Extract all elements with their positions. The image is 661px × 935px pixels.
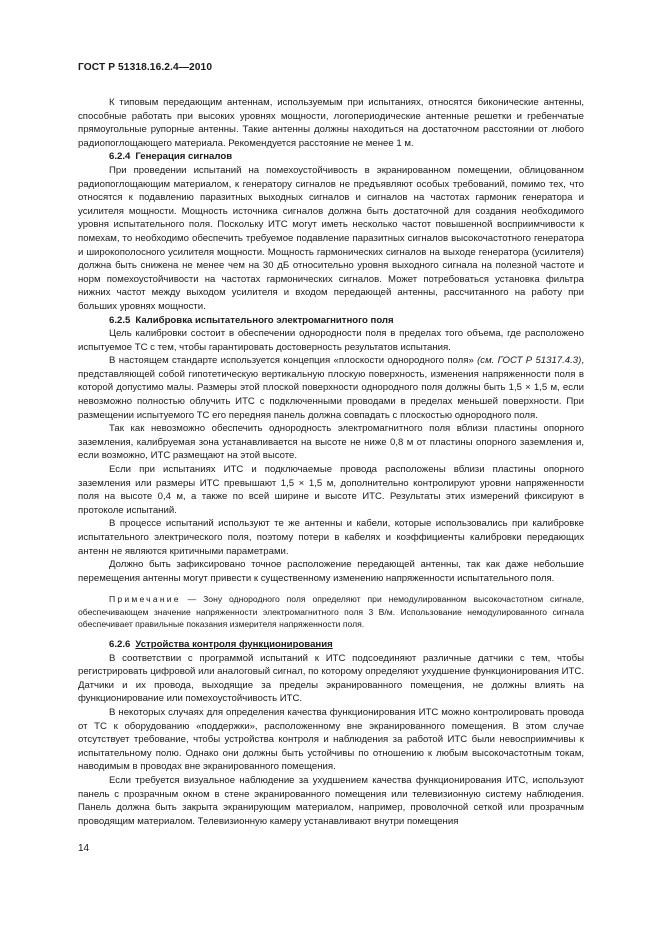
- note: [78, 593, 584, 630]
- section-6-2-4-heading: [78, 150, 584, 164]
- paragraph-extra-measurements: Если при испытаниях ИТС и подключаемые провода расположены вблизи пластины опорного заземления или размеры ИТС превышают 1,5 × 1,5 м, дополнительно контролируют уровни напряженности поля на высоте 0,4 м, а также по всей ширине и высоте ИТС. Результаты этих измерений фиксируют в протоколе испытаний.: [78, 464, 584, 516]
- section-6-2-6-heading: [78, 638, 584, 652]
- paragraph-calibration-goal: Цель калибровки состоит в обеспечении однородности поля в пределах того объема, где расположено испытуемое ТС с тем, чтобы гарантировать достоверность результатов испытания.: [78, 328, 584, 353]
- page-number: 14: [78, 843, 90, 854]
- paragraph-signal-generation: При проведении испытаний на помехоустойчивость в экранированном помещении, облицованном радиопоглощающим материалом, к генератору сигналов не предъявляют особых требований, помимо тех, что относятся к подавлению паразитных выходных сигналов и сигналов на частотах гармоник генератора и усилителя мощности. Мощность источника сигналов должна быть достаточной для создания необходимого уровня испытательного поля. Поскольку ИТС могут иметь несколько частот повышенной восприимчивости к помехам, то необходимо обеспечить требуемое подавление паразитных сигналов высокочастотного генератора и широкополосного усилителя мощности. Мощность гармонических сигналов на выходе генератора (усилителя) должна быть снижена не менее чем на 30 дБ относительно уровня выходного сигнала на полезной частоте и норм помехоустойчивости на частотах гармонических сигналов. Может потребоваться установка фильтра нижних частот между выходом усилителя и входом передающей антенны, рассчитанного на работу при больших уровнях мощности.: [78, 164, 584, 312]
- standard-reference: (см. ГОСТ Р 51317.4.3): [477, 355, 582, 367]
- section-number: 6.2.6: [109, 638, 131, 650]
- paragraph-same-antennas: В процессе испытаний используют те же антенны и кабели, которые использовались при калибровке испытательного электрического поля, поэтому потери в кабелях и коэффициенты калибровки передающих антенн не являются критичными параметрами.: [78, 518, 584, 557]
- text-run: В настоящем стандарте используется концепция «плоскости однородного поля»: [109, 355, 478, 367]
- section-title: Устройства контроля функционирования: [135, 638, 333, 650]
- text-run: , представляющей собой гипотетическую вертикальную плоскую поверхность, изменения напряженности поля в которой допустимо малы. Размеры этой плоской поверхности однородного поля должны быть 1,5 × 1,5 м, если невозможно полностью облучить ИТС с подключенными проводами в пределах меньшей поверхности. При размещении испытуемого ТС его передняя панель должна совпадать с плоскостью однородного поля.: [78, 355, 585, 421]
- section-number: 6.2.5: [109, 314, 131, 326]
- section-title: Генерация сигналов: [135, 151, 233, 163]
- note-text: — Зону однородного поля определяют при немодулированном высокочастотном сигнале, обеспечивающем значение напряженности электромагнитного поля 3 В/м. Использование немодулированного сигнала обеспечивает правильные показания измерителя напряженности поля.: [78, 594, 584, 629]
- note-label: Примечание: [109, 594, 181, 605]
- paragraph-ground-plane: Так как невозможно обеспечить однородность электромагнитного поля вблизи пластины опорного заземления, калибруемая зона устанавливается на высоте не ниже 0,8 м от пластины опорного заземления и, если возможно, ИТС размещают на этой высоте.: [78, 423, 584, 462]
- document-header: ГОСТ Р 51318.16.2.4—2010: [78, 62, 213, 73]
- paragraph-antennas: К типовым передающим антеннам, используемым при испытаниях, относятся биконические антенны, способные работать при высоких уровнях мощности, логопериодические антенные решетки и гребенчатые прямоугольные рупорные антенны. Такие антенны должны находиться на достаточном расстоянии от любого радиопоглощающего материала. Рекомендуется расстояние не менее 1 м.: [78, 97, 584, 149]
- paragraph-support-equipment: В некоторых случаях для определения качества функционирования ИТС можно контролировать провода от ТС к оборудованию «поддержки», расположенному вне экранированного помещения. В этом случае отсутствует требование, чтобы устройства контроля и наблюдения за работой ИТС были невосприимчивы к испытательному полю. Однако они должны быть устойчивы по отношению к любым высокочастотным токам, наводимым в проводах вне экранированного помещения.: [78, 706, 584, 773]
- paragraph-uniform-field-plane: [78, 354, 584, 422]
- paragraph-antenna-position: Должно быть зафиксировано точное расположение передающей антенны, так как даже небольшие перемещения антенны могут привести к существенному изменению напряженности испытательного поля.: [78, 559, 584, 584]
- section-6-2-5-heading: [78, 314, 584, 328]
- section-title: Калибровка испытательного электромагнитного поля: [135, 314, 394, 326]
- paragraph-sensors: В соответствии с программой испытаний к ИТС подсоединяют различные датчики с тем, чтобы регистрировать цифровой или аналоговый сигнал, по которому определяют ухудшение функционирования ИТС. Датчики и их провода, выходящие за пределы экранированного помещения, не должны влиять на функционирование или помехоустойчивость ИТС.: [78, 652, 584, 705]
- page-content: [78, 96, 584, 828]
- paragraph-visual-observation: Если требуется визуальное наблюдение за ухудшением качества функционирования ИТС, используют панель с прозрачным окном в стене экранированного помещения или телевизионную систему наблюдения. Панель должна быть закрыта экранирующим материалом, например, проволочной сеткой или прозрачным проводящим материалом. Телевизионную камеру устанавливают внутри помещения: [78, 774, 584, 827]
- section-number: 6.2.4: [109, 151, 131, 163]
